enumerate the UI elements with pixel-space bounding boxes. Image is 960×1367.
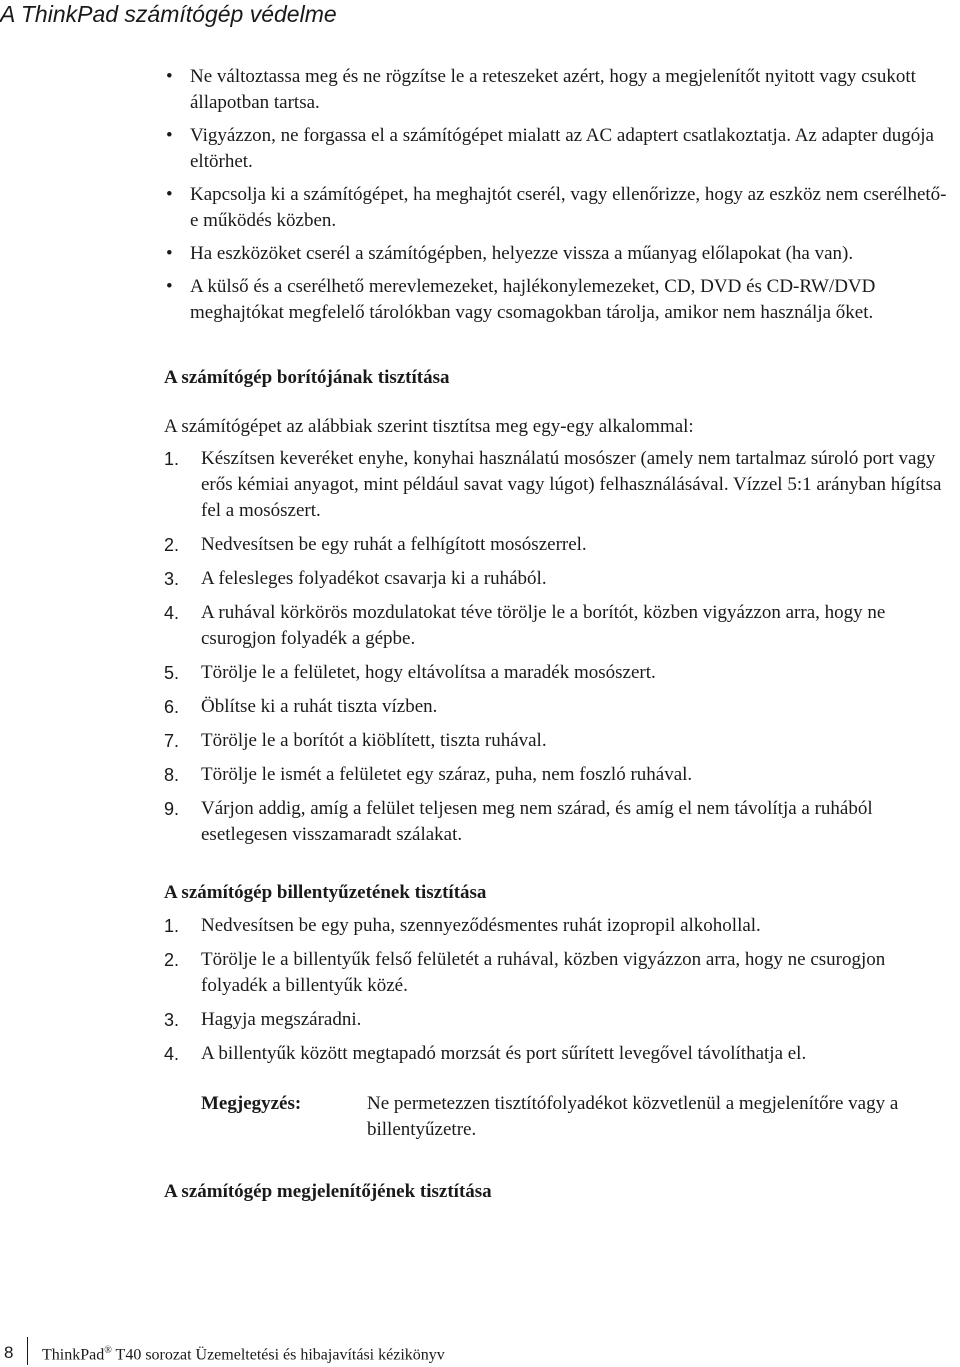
list-item-text: Vigyázzon, ne forgassa el a számítógépet mialatt az AC adaptert csatlakoztatja. Az adapter dugója eltörhet.	[190, 125, 934, 172]
list-item	[164, 241, 954, 267]
list-item	[164, 660, 954, 686]
list-item	[164, 762, 954, 788]
list-item	[164, 1041, 954, 1067]
list-item	[164, 532, 954, 558]
list-item	[164, 566, 954, 592]
bullet-icon: •	[166, 243, 173, 264]
bullet-icon: •	[166, 276, 173, 297]
step-text: A felesleges folyadékot csavarja ki a ruhából.	[201, 568, 547, 589]
step-text: A ruhával körkörös mozdulatokat téve törölje le a borítót, közben vigyázzon arra, hogy ne csurogjon folyadék a gépbe.	[201, 602, 886, 649]
step-number: 8.	[164, 765, 180, 785]
list-item	[164, 913, 954, 939]
bullet-icon: •	[166, 125, 173, 146]
step-number: 5.	[164, 663, 180, 683]
step-text: Törölje le a billentyűk felső felületét a ruhával, közben vigyázzon arra, hogy ne csurogjon folyadék a billentyűk közé.	[201, 949, 886, 996]
page-header-title: A ThinkPad számítógép védelme	[0, 1, 337, 27]
footer-divider	[27, 1337, 28, 1365]
page-content	[164, 64, 954, 1205]
footer-book-name: T40 sorozat Üzemeltetési és hibajavítási kézikönyv	[111, 1346, 445, 1364]
step-text: Nedvesítsen be egy puha, szennyeződésmentes ruhát izopropil alkohollal.	[201, 915, 761, 936]
keyboard-cleaning-heading: A számítógép billentyűzetének tisztítása	[164, 882, 487, 903]
list-item	[164, 728, 954, 754]
bullet-icon: •	[166, 66, 173, 87]
bullet-icon: •	[166, 184, 173, 205]
display-cleaning-heading: A számítógép megjelenítőjének tisztítása	[164, 1181, 492, 1202]
list-item	[164, 694, 954, 720]
list-item	[164, 1007, 954, 1033]
precautions-list	[164, 64, 954, 326]
step-number: 2.	[164, 535, 180, 555]
step-number: 4.	[164, 1044, 180, 1064]
step-text: Törölje le a borítót a kiöblített, tiszta ruhával.	[201, 730, 547, 751]
footer-brand: ThinkPad	[42, 1346, 105, 1364]
footer-book-title	[42, 1345, 445, 1364]
step-text: Törölje le a felületet, hogy eltávolítsa a maradék mosószert.	[201, 662, 656, 683]
step-number: 1.	[164, 916, 180, 936]
list-item-text: Ne változtassa meg és ne rögzítse le a reteszeket azért, hogy a megjelenítőt nyitott vagy csukott állapotban tartsa.	[190, 66, 916, 113]
step-text: Hagyja megszáradni.	[201, 1009, 362, 1030]
step-number: 3.	[164, 1010, 180, 1030]
step-number: 4.	[164, 603, 180, 623]
list-item	[164, 600, 954, 652]
step-text: Készítsen keveréket enyhe, konyhai használatú mosószer (amely nem tartalmaz súroló port vagy erős kémiai anyagot, mint például savat vagy lúgot) felhasználásával. Vízzel 5:1 arányban hígítsa fel a mosószert.	[201, 448, 942, 521]
step-number: 3.	[164, 569, 180, 589]
list-item-text: A külső és a cserélhető merevlemezeket, hajlékonylemezeket, CD, DVD és CD-RW/DVD meghajtókat megfelelő tárolókban vagy csomagokban tárolja, amikor nem használja őket.	[190, 276, 876, 323]
cover-cleaning-intro: A számítógépet az alábbiak szerint tisztítsa meg egy-egy alkalommal:	[164, 416, 694, 437]
step-number: 9.	[164, 799, 180, 819]
step-number: 7.	[164, 731, 180, 751]
list-item	[164, 796, 954, 848]
cover-cleaning-heading: A számítógép borítójának tisztítása	[164, 367, 450, 388]
list-item-text: Ha eszközöket cserél a számítógépben, helyezze vissza a műanyag előlapokat (ha van).	[190, 243, 854, 264]
step-text: Öblítse ki a ruhát tiszta vízben.	[201, 696, 438, 717]
note-text: Ne permetezzen tisztítófolyadékot közvetlenül a megjelenítőre vagy a billentyűzetre.	[367, 1093, 899, 1140]
page-footer	[0, 1343, 960, 1367]
step-text: A billentyűk között megtapadó morzsát és port sűrített levegővel távolíthatja el.	[201, 1043, 807, 1064]
list-item	[164, 123, 954, 175]
note-block	[201, 1091, 954, 1143]
list-item	[164, 274, 954, 326]
step-text: Nedvesítsen be egy ruhát a felhígított mosószerrel.	[201, 534, 587, 555]
step-number: 6.	[164, 697, 180, 717]
step-number: 2.	[164, 950, 180, 970]
step-text: Törölje le ismét a felületet egy száraz, puha, nem foszló ruhával.	[201, 764, 693, 785]
step-number: 1.	[164, 449, 180, 469]
note-label: Megjegyzés:	[201, 1093, 302, 1114]
list-item	[164, 947, 954, 999]
step-text: Várjon addig, amíg a felület teljesen meg nem szárad, és amíg el nem távolítja a ruhából esetlegesen visszamaradt szálakat.	[201, 798, 873, 845]
list-item	[164, 446, 954, 524]
keyboard-cleaning-steps	[164, 913, 954, 1067]
list-item	[164, 182, 954, 234]
list-item-text: Kapcsolja ki a számítógépet, ha meghajtót cserél, vagy ellenőrizze, hogy az eszköz nem cserélhető-e működés közben.	[190, 184, 947, 231]
cover-cleaning-steps	[164, 446, 954, 848]
page-number: 8	[4, 1343, 14, 1362]
registered-mark: ®	[104, 1345, 112, 1356]
list-item	[164, 64, 954, 116]
